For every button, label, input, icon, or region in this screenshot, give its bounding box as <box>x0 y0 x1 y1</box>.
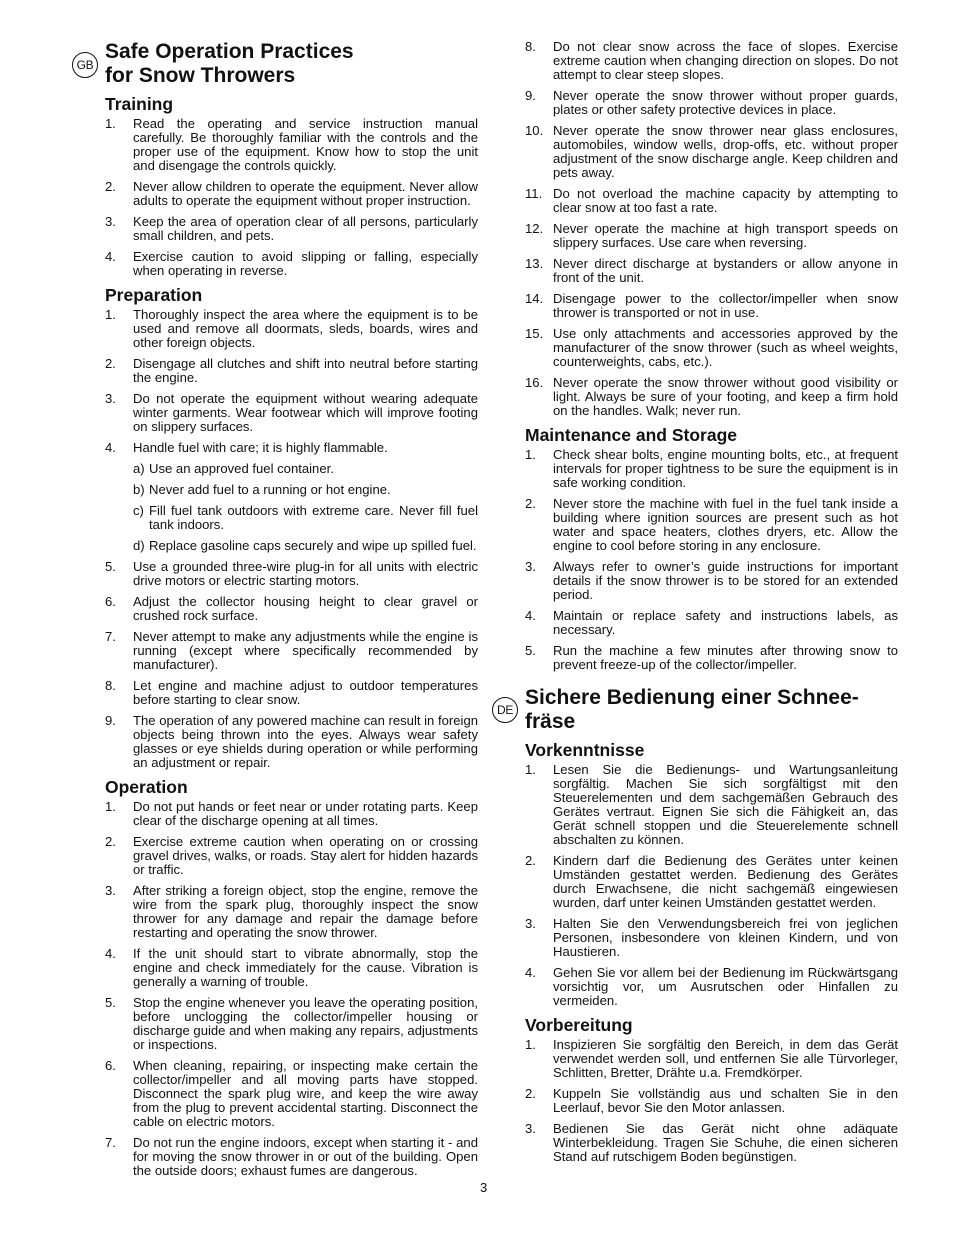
list-item: 4. Gehen Sie vor allem bei der Bedienung im Rückwärtsgang vorsichtig vor, um Ausrutschen oder Hinfallen zu vermeiden. <box>525 965 898 1008</box>
list-item: 3. After striking a foreign object, stop the engine, remove the wire from the spark plug, thoroughly inspect the snow thrower for any damage and repair the damage before restarting and operating the snow thrower. <box>105 883 478 940</box>
list-item: 8. Let engine and machine adjust to outdoor temperatures before starting to clear snow. <box>105 678 478 707</box>
page-number: 3 <box>480 1180 488 1195</box>
operation-list-part1 <box>72 800 478 1178</box>
list-item: 1. Lesen Sie die Bedienungs- und Wartungsanleitung sorgfältig. Machen Sie sich sorgfältigst mit den Steuerelementen und dem sachgemäßen Gebrauch des Gerätes vertraut. Eignen Sie sich die Fähigkeit an, das Gerät schnell stoppen und die Steuerelemente schnell abschalten zu können. <box>525 762 898 847</box>
list-item: 7. Do not run the engine indoors, except when starting it - and for moving the snow thrower in or out of the building. Open the outside doors; exhaust fumes are dangerous. <box>105 1135 478 1178</box>
de-title <box>525 686 898 734</box>
list-item: 1. Inspizieren Sie sorgfältig den Bereich, in dem das Gerät verwendet werden soll, und entfernen Sie alle Türvorleger, Schlitten, Bretter, Drähte u.a. Fremdkörper. <box>525 1037 898 1080</box>
gb-title <box>105 40 478 88</box>
list-item: 3. Bedienen Sie das Gerät nicht ohne adäquate Winterbekleidung. Tragen Sie Schuhe, die einen sicheren Stand auf rutschigem Boden begünstigen. <box>525 1121 898 1164</box>
list-item: 4. If the unit should start to vibrate abnormally, stop the engine and check immediately for the cause. Vibration is generally a warning of trouble. <box>105 946 478 989</box>
list-item: 3. Halten Sie den Verwendungsbereich frei von jeglichen Personen, insbesondere von kleinen Kindern, und von Haustieren. <box>525 916 898 959</box>
list-item: 4. Exercise caution to avoid slipping or falling, especially when operating in reverse. <box>105 249 478 278</box>
list-item: 13. Never direct discharge at bystanders or allow anyone in front of the unit. <box>525 256 898 285</box>
list-item: 14. Disengage power to the collector/impeller when snow thrower is transported or not in use. <box>525 291 898 320</box>
list-item: 4. Handle fuel with care; it is highly flammable. a) Use an approved fuel container. b) Never add fuel to a running or hot engine. c) Fill fuel tank outdoors with extreme care. Never fill fuel tank indoors. d) Replace gasoline caps securely and wipe up spilled fuel. <box>105 440 478 553</box>
list-item: 7. Never attempt to make any adjustments while the engine is running (except where specifically recommended by manufacturer). <box>105 629 478 672</box>
sub-list-item: a) Use an approved fuel container. <box>133 461 334 476</box>
de-title-line1: Sichere Bedienung einer Schnee- <box>525 686 859 709</box>
gb-title-line1: Safe Operation Practices <box>105 40 354 63</box>
left-column <box>72 40 478 1185</box>
list-item: 1. Thoroughly inspect the area where the equipment is to be used and remove all doormats, sleds, boards, wires and other foreign objects. <box>105 307 478 350</box>
sub-list-item: b) Never add fuel to a running or hot engine. <box>133 482 391 497</box>
list-item: 1. Do not put hands or feet near or under rotating parts. Keep clear of the discharge opening at all times. <box>105 799 478 828</box>
list-item: 2. Never store the machine with fuel in the fuel tank inside a building where ignition sources are present such as hot water and space heaters, clothes dryers, etc. Allow the engine to cool before storing in any enclosure. <box>525 496 898 553</box>
maintenance-list <box>492 448 898 672</box>
list-item: 8. Do not clear snow across the face of slopes. Exercise extreme caution when changing direction on slopes. Do not attempt to clear steep slopes. <box>525 39 898 82</box>
de-language-badge: DE <box>492 697 518 723</box>
list-item: 9. The operation of any powered machine can result in foreign objects being thrown into the eyes. Always wear safety glasses or eye shields during operation or while performing an adjustment or repair. <box>105 713 479 770</box>
list-item: 3. Always refer to owner’s guide instructions for important details if the snow thrower is to be stored for an extended period. <box>525 559 898 602</box>
vorbereitung-list <box>492 1038 898 1164</box>
list-item: 5. Use a grounded three-wire plug-in for all units with electric drive motors or electric starting motors. <box>105 559 478 588</box>
training-list <box>72 117 478 278</box>
fuel-sublist <box>133 462 478 553</box>
training-heading: Training <box>105 94 174 114</box>
preparation-list <box>72 308 478 770</box>
vorkenntnisse-list <box>492 763 898 1008</box>
list-item: 2. Disengage all clutches and shift into neutral before starting the engine. <box>105 356 478 385</box>
list-item: 1. Read the operating and service instruction manual carefully. Be thoroughly familiar with the controls and the proper use of the equipment. Know how to stop the unit and disengage the controls quickly. <box>105 116 478 173</box>
gb-language-badge: GB <box>72 52 98 78</box>
list-item: 9. Never operate the snow thrower without proper guards, plates or other safety protective devices in place. <box>525 88 898 117</box>
sub-list-item: c) Fill fuel tank outdoors with extreme care. Never fill fuel tank indoors. <box>133 503 478 532</box>
vorkenntnisse-heading: Vorkenntnisse <box>525 740 645 760</box>
list-item: 2. Kuppeln Sie vollständig aus und schalten Sie in den Leerlauf, bevor Sie den Motor anlassen. <box>525 1086 898 1115</box>
de-block <box>492 686 898 734</box>
list-item: 10. Never operate the snow thrower near glass enclosures, automobiles, window wells, drop-offs, etc. without proper adjustment of the snow discharge angle. Keep children and pets away. <box>525 123 898 180</box>
list-item: 1. Check shear bolts, engine mounting bolts, etc., at frequent intervals for proper tightness to be sure the equipment is in safe working condition. <box>525 447 898 490</box>
maintenance-heading: Maintenance and Storage <box>525 425 737 445</box>
list-item: 3. Keep the area of operation clear of all persons, particularly small children, and pets. <box>105 214 478 243</box>
list-item: 5. Run the machine a few minutes after throwing snow to prevent freeze-up of the collector/impeller. <box>525 643 898 672</box>
list-item: 12. Never operate the machine at high transport speeds on slippery surfaces. Use care when reversing. <box>525 221 898 250</box>
list-item: 3. Do not operate the equipment without wearing adequate winter garments. Wear footwear which will improve footing on slippery surfaces. <box>105 391 478 434</box>
list-item: 5. Stop the engine whenever you leave the operating position, before unclogging the collector/impeller housing or discharge guide and when making any repairs, adjustments or inspections. <box>105 995 479 1052</box>
list-item: 2. Kindern darf die Bedienung des Gerätes unter keinen Umständen gestattet werden. Bedienung des Gerätes durch Erwachsene, die nicht sachgemäß eingewiesen wurden, darf unter keinen Umständen gestattet werden. <box>525 853 898 910</box>
operation-heading: Operation <box>105 777 188 797</box>
list-item: 6. When cleaning, repairing, or inspecting make certain the collector/impeller and all moving parts have stopped. Disconnect the spark plug wire, and keep the wire away from the plug to prevent accidental starting. Disconnect the cable on electric motors. <box>105 1058 478 1129</box>
list-item: 16. Never operate the snow thrower without good visibility or light. Always be sure of your footing, and keep a firm hold on the handles. Walk; never run. <box>525 375 898 418</box>
list-item: 11. Do not overload the machine capacity by attempting to clear snow at too fast a rate. <box>525 186 898 215</box>
operation-list-part2 <box>492 40 898 418</box>
list-item: 4. Maintain or replace safety and instructions labels, as necessary. <box>525 608 898 637</box>
right-column <box>492 40 898 1171</box>
vorbereitung-heading: Vorbereitung <box>525 1015 633 1035</box>
list-item: 15. Use only attachments and accessories approved by the manufacturer of the snow thrower (such as wheel weights, counterweights, cabs, etc.). <box>525 326 898 369</box>
list-item: 2. Exercise extreme caution when operating on or crossing gravel drives, walks, or roads. Stay alert for hidden hazards or traffic. <box>105 834 478 877</box>
list-item: 6. Adjust the collector housing height to clear gravel or crushed rock surface. <box>105 594 478 623</box>
preparation-heading: Preparation <box>105 285 203 305</box>
gb-title-line2: for Snow Throwers <box>105 64 296 87</box>
de-title-line2: fräse <box>525 710 576 733</box>
sub-list-item: d) Replace gasoline caps securely and wipe up spilled fuel. <box>133 538 477 553</box>
list-item: 2. Never allow children to operate the equipment. Never allow adults to operate the equipment without proper instruction. <box>105 179 478 208</box>
